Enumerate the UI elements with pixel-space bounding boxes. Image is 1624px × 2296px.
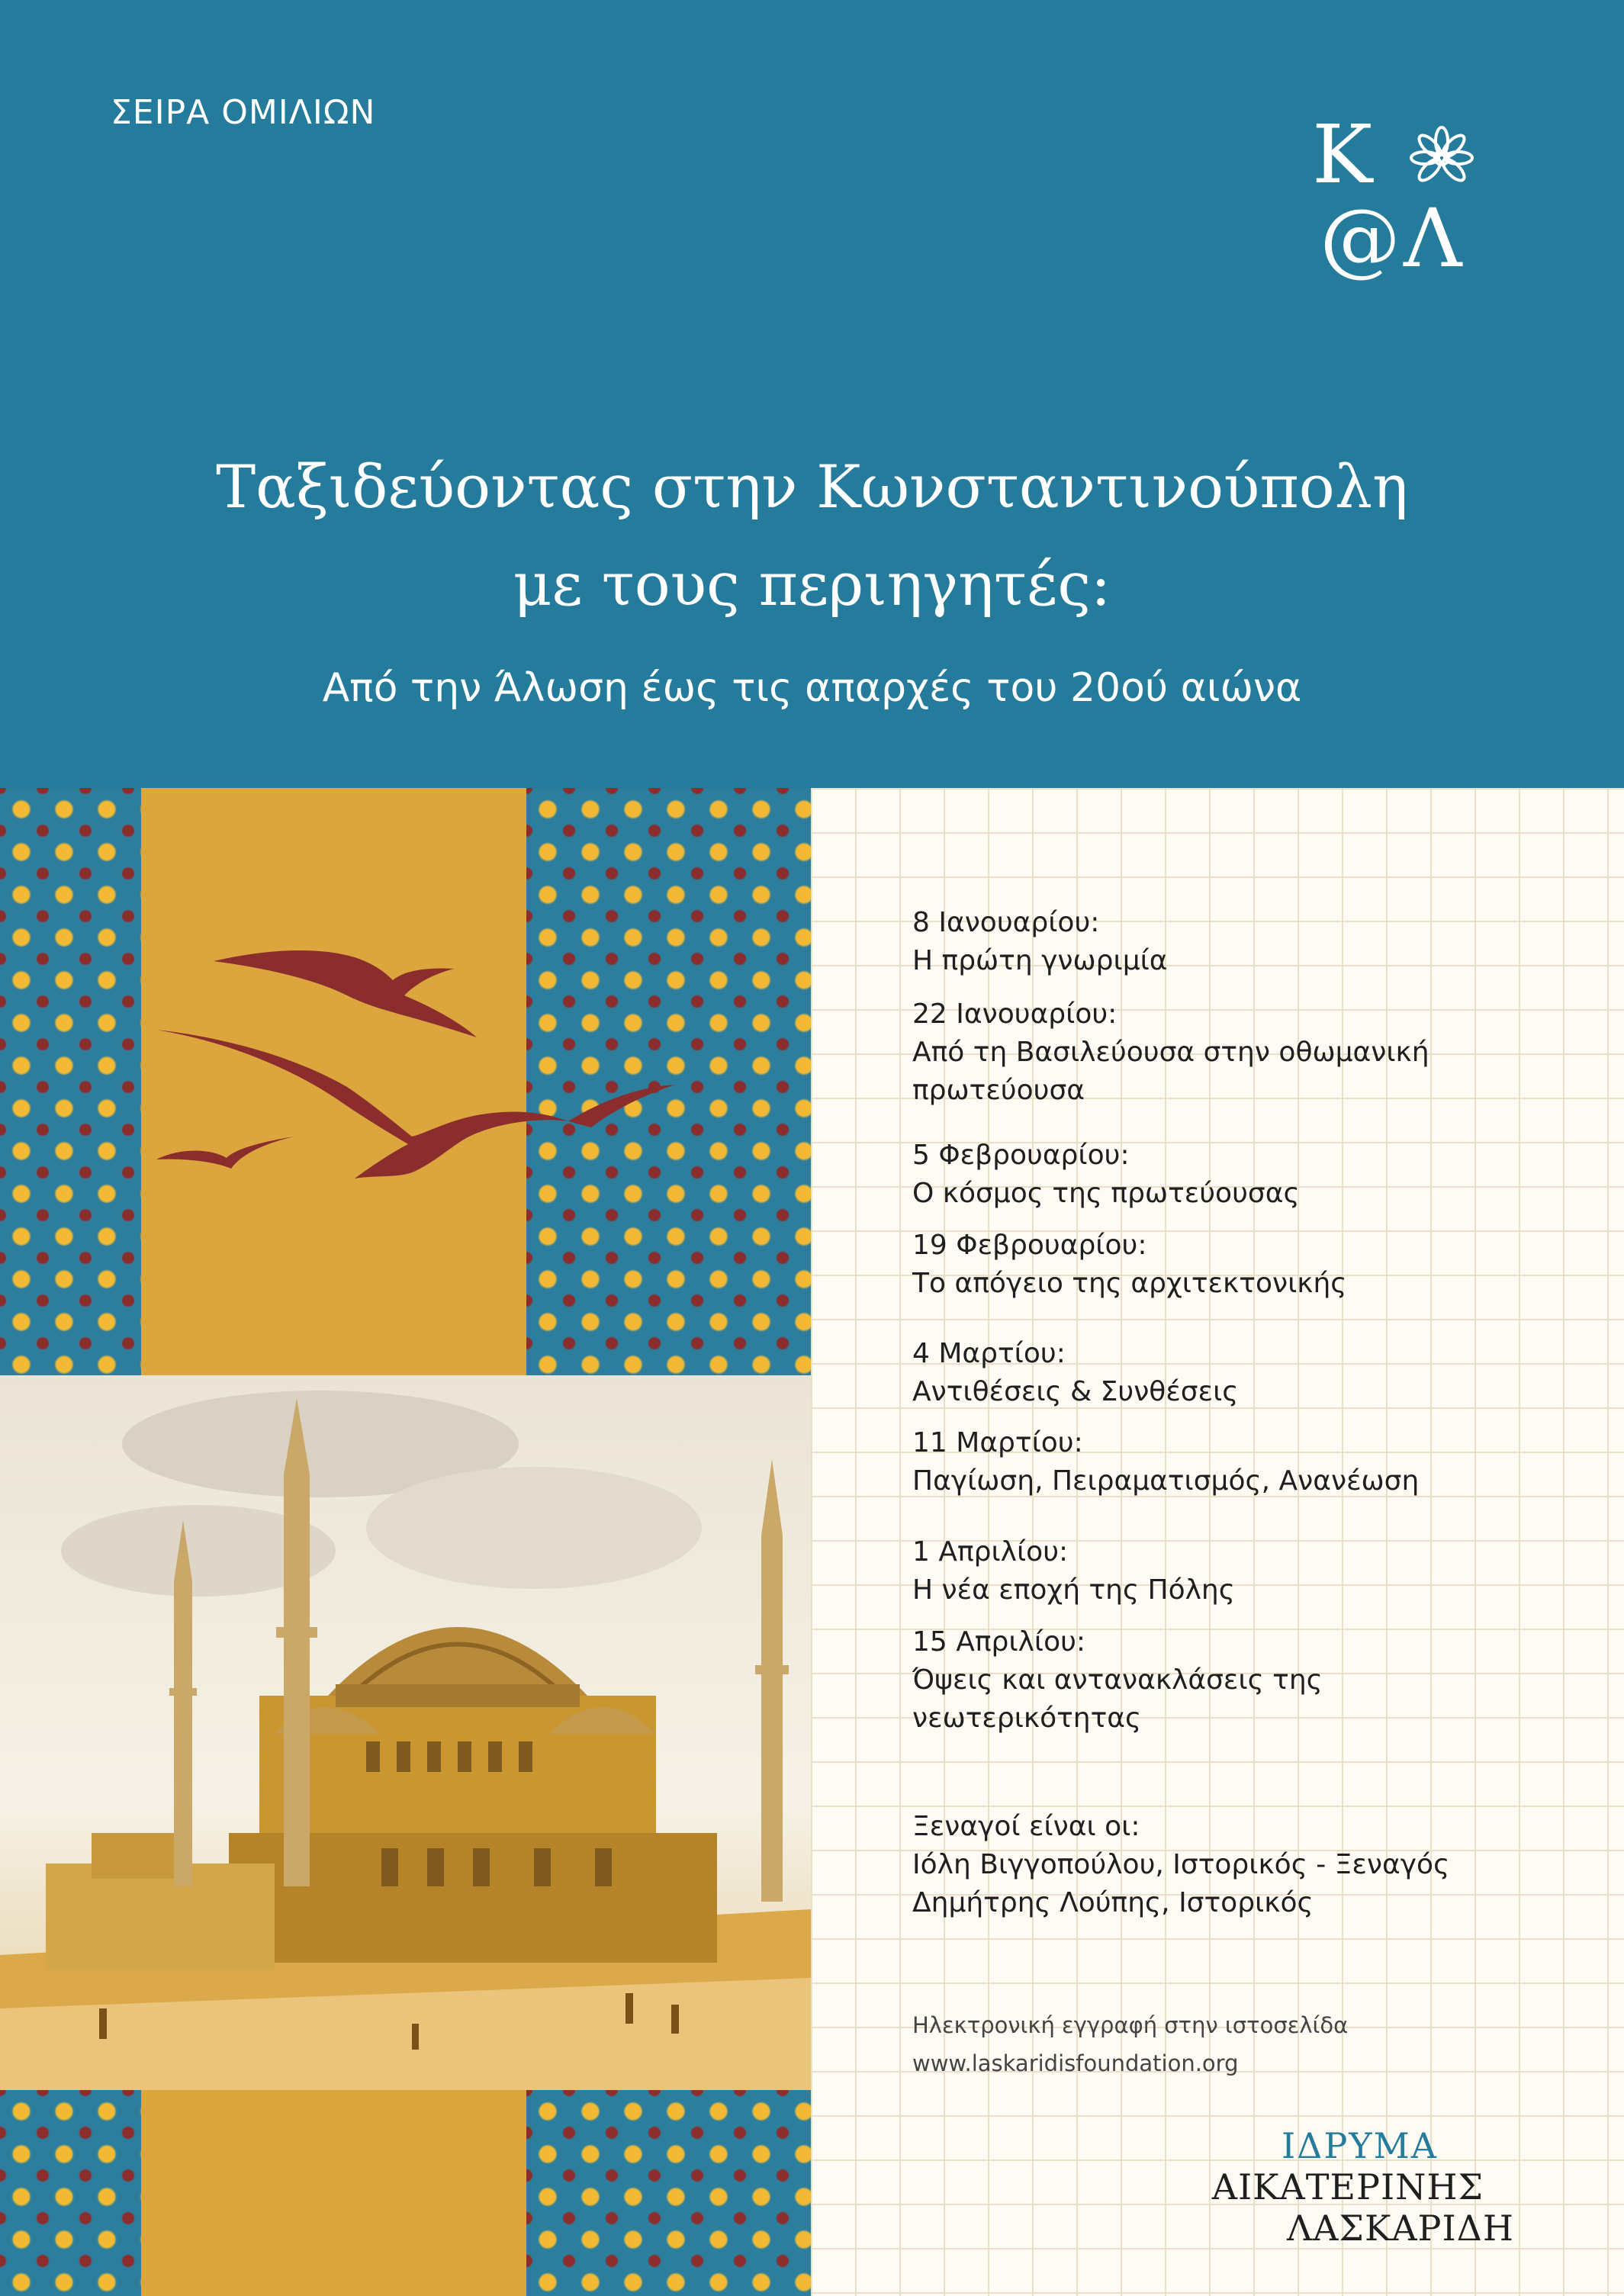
event-date: 22 Ιανουαρίου: <box>912 998 1118 1030</box>
event-topic: νεωτερικότητας <box>912 1703 1142 1734</box>
event-topic: Η πρώτη γνωριμία <box>912 945 1168 976</box>
title-line-2: με τους περιηγητές: <box>513 551 1111 619</box>
event-topic: Όψεις και αντανακλάσεις της <box>912 1664 1323 1696</box>
event-8 <box>912 1623 1323 1738</box>
foundation-logo <box>1312 108 1510 297</box>
event-1 <box>912 904 1168 980</box>
foundation-line-2: ΑΙΚΑΤΕΡΙΝΗΣ <box>1211 2166 1484 2208</box>
anthemion-ornament-icon <box>1407 124 1476 192</box>
guide-name: Δημήτρης Λούπης, Ιστορικός <box>912 1887 1314 1918</box>
hagia-sophia-engraving <box>0 1375 811 2090</box>
seagulls-illustration <box>141 915 744 1236</box>
registration-url[interactable]: www.laskaridisfoundation.org <box>912 2050 1239 2076</box>
seagull-large-wing <box>568 1085 675 1127</box>
registration-text: Ηλεκτρονική εγγραφή στην ιστοσελίδα <box>912 2012 1349 2038</box>
ochre-panel-bottom <box>141 2090 526 2296</box>
event-date: 4 Μαρτίου: <box>912 1338 1066 1369</box>
foundation-line-3: ΛΑΣΚΑΡΙΔΗ <box>1286 2208 1514 2249</box>
event-topic: Αντιθέσεις & Συνθέσεις <box>912 1376 1239 1407</box>
event-date: 1 Απριλίου: <box>912 1536 1069 1568</box>
event-date: 8 Ιανουαρίου: <box>912 907 1100 938</box>
event-topic: Η νέα εποχή της Πόλης <box>912 1574 1235 1606</box>
subtitle: Από την Άλωση έως τις απαρχές του 20ού αιώνα <box>322 665 1302 711</box>
event-date: 19 Φεβρουαρίου: <box>912 1230 1147 1261</box>
logo-at-sign: @ <box>1320 191 1400 285</box>
star-pattern-right-bottom <box>526 2090 811 2296</box>
event-5 <box>912 1335 1238 1411</box>
series-label: ΣΕΙΡΑ ΟΜΙΛΙΩΝ <box>111 93 376 132</box>
event-4 <box>912 1227 1346 1303</box>
guides-block <box>912 1808 1449 1922</box>
event-date: 5 Φεβρουαρίου: <box>912 1140 1130 1171</box>
logo-letter-k: Κ <box>1312 108 1373 201</box>
seagull-upper <box>214 950 477 1037</box>
guides-heading: Ξεναγοί είναι οι: <box>912 1811 1140 1842</box>
event-date: 11 Μαρτίου: <box>912 1427 1083 1458</box>
event-7 <box>912 1533 1235 1609</box>
event-topic: Ο κόσμος της πρωτεύουσας <box>912 1178 1300 1209</box>
event-topic: Το απόγειο της αρχιτεκτονικής <box>912 1268 1347 1299</box>
event-date: 15 Απριλίου: <box>912 1626 1086 1658</box>
star-pattern-left-top <box>0 788 141 1375</box>
header-banner <box>0 0 1624 788</box>
title-line-1: Ταξιδεύοντας στην Κωνσταντινούπολη <box>216 453 1408 522</box>
event-topic: πρωτεύουσα <box>912 1075 1085 1106</box>
star-pattern-left-bottom <box>0 2090 141 2296</box>
logo-letter-lambda: Λ <box>1404 191 1462 285</box>
event-6 <box>912 1424 1419 1500</box>
guide-name: Ιόλη Βιγγοπούλου, Ιστορικός - Ξεναγός <box>912 1849 1450 1880</box>
event-topic: Από τη Βασιλεύουσα στην οθωμανική <box>912 1037 1429 1068</box>
event-3 <box>912 1137 1300 1213</box>
seagull-small <box>156 1137 294 1169</box>
event-topic: Παγίωση, Πειραματισμός, Ανανέωση <box>912 1465 1420 1497</box>
registration-block <box>912 2006 1348 2082</box>
event-2 <box>912 995 1429 1110</box>
foundation-line-1: ΙΔΡΥΜΑ <box>1281 2125 1438 2166</box>
